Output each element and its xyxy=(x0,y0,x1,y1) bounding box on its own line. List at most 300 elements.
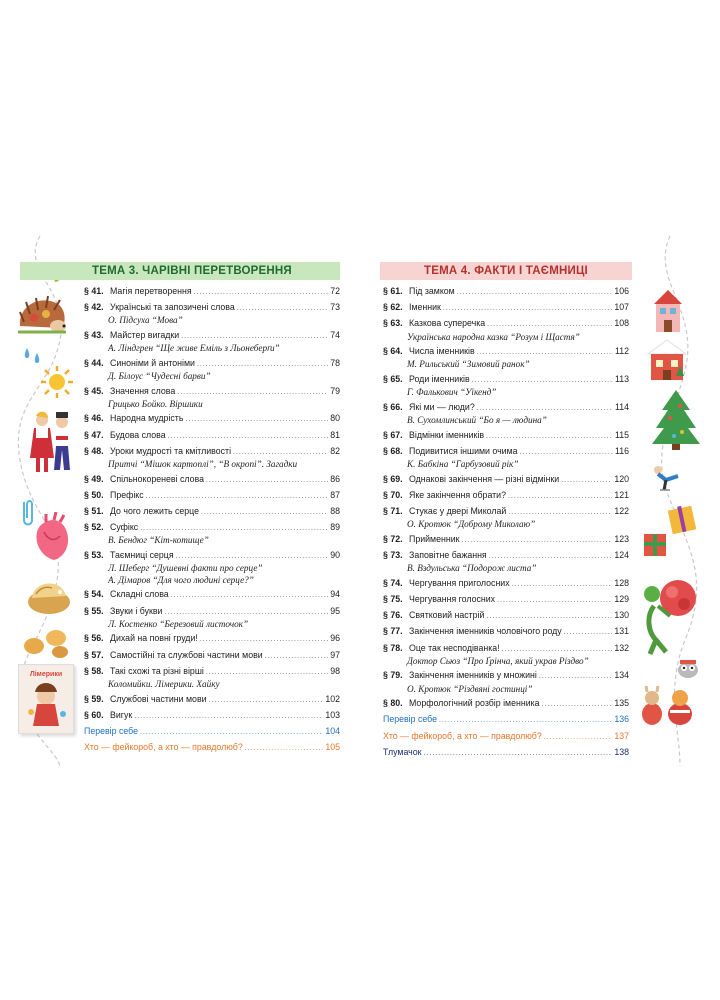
dot-leader xyxy=(508,505,612,519)
toc-entry xyxy=(383,301,629,315)
section-number: § 53. xyxy=(84,550,104,560)
toc-entry xyxy=(84,301,340,327)
toc-column-topic-3 xyxy=(84,262,340,757)
toc-entry-link[interactable] xyxy=(383,429,629,443)
owl-icon xyxy=(676,658,700,678)
toc-entry-link[interactable] xyxy=(84,549,340,563)
toc-entry xyxy=(84,665,340,691)
page-number: 121 xyxy=(614,489,629,500)
section-number: § 62. xyxy=(383,302,403,313)
toc-entry-link[interactable] xyxy=(84,329,340,343)
page-number: 129 xyxy=(614,594,629,604)
section-title: Дихай на повні груди! xyxy=(110,633,198,644)
toc-entry xyxy=(383,609,629,623)
toc-entry-link[interactable] xyxy=(84,693,340,707)
page-number: 98 xyxy=(330,665,340,676)
toc-entry-link[interactable] xyxy=(383,445,629,459)
section-number: § 78. xyxy=(383,642,403,653)
section-title: Складні слова xyxy=(110,589,169,600)
section-number: § 63. xyxy=(383,318,403,329)
dot-leader xyxy=(233,445,328,459)
dot-leader xyxy=(564,625,613,639)
dot-leader xyxy=(265,649,329,663)
dot-leader xyxy=(140,521,328,535)
toc-entry-link[interactable] xyxy=(383,669,629,683)
toc-entry-link[interactable] xyxy=(383,642,629,656)
dot-leader xyxy=(512,577,613,591)
toc-entry xyxy=(383,577,629,591)
section-title: Закінчення іменників чоловічого роду xyxy=(409,626,562,637)
toc-extra-link[interactable] xyxy=(383,713,629,727)
section-number: § 74. xyxy=(383,577,403,588)
page-number: 130 xyxy=(614,610,629,621)
section-title: Які ми — люди? xyxy=(409,401,475,412)
toc-entry-link[interactable] xyxy=(84,445,340,459)
toc-entry xyxy=(84,632,340,646)
page-number: 104 xyxy=(325,726,340,736)
section-number: § 43. xyxy=(84,330,104,340)
red-house-icon xyxy=(646,336,688,382)
reading-subtitle: Грицько Бойко. Віршики xyxy=(108,398,203,409)
toc-entry xyxy=(84,605,340,631)
section-number: § 56. xyxy=(84,633,104,644)
toc-extra-entry xyxy=(383,746,629,760)
section-title: Майстер вигадки xyxy=(110,330,180,340)
toc-entry-link[interactable] xyxy=(383,345,629,359)
section-title: Однакові закінчення — різні відмінки xyxy=(409,473,560,484)
toc-entry-link[interactable] xyxy=(383,533,629,547)
page-number: 116 xyxy=(614,445,629,456)
toc-entry xyxy=(383,373,629,399)
section-title: Стукає у двері Миколай xyxy=(409,506,507,516)
animals-in-sweaters-icon xyxy=(636,686,702,726)
toc-entry xyxy=(84,285,340,299)
toc-entry-link[interactable] xyxy=(84,505,340,519)
reading-subtitle: Притчі “Мішок картоплі”, “В окропі”. Загадки xyxy=(108,459,298,469)
christmas-tree-icon xyxy=(650,388,702,450)
dot-leader xyxy=(457,285,613,299)
reading-subtitle: Д. Білоус “Чудесні барви” xyxy=(108,371,211,381)
toc-entry xyxy=(383,533,629,547)
toc-entry-link[interactable] xyxy=(383,285,629,299)
reading-subtitle: В. Сухомлинський “Бо я — людина” xyxy=(407,415,547,425)
section-title: Роди іменників xyxy=(409,374,470,384)
section-title: Службові частини мови xyxy=(110,693,207,704)
toc-entry xyxy=(383,285,629,299)
toc-entry-link[interactable] xyxy=(84,632,340,646)
toc-entry xyxy=(383,642,629,668)
section-title: Чергування голосних xyxy=(409,594,496,604)
toc-entry xyxy=(383,489,629,503)
dot-leader xyxy=(486,609,612,623)
dot-leader xyxy=(197,357,328,371)
toc-entry xyxy=(383,445,629,471)
toc-entry-link[interactable] xyxy=(84,665,340,679)
section-title: Казкова суперечка xyxy=(409,318,486,329)
page-number: 102 xyxy=(325,693,340,704)
toc-entry-link[interactable] xyxy=(383,593,629,607)
dot-leader xyxy=(502,642,613,656)
dot-leader xyxy=(201,505,328,519)
toc-entry-link[interactable] xyxy=(383,549,629,563)
toc-entry-link[interactable] xyxy=(383,373,629,387)
ukrainian-dancers-icon xyxy=(26,410,78,476)
toc-entry-link[interactable] xyxy=(84,489,340,503)
extra-title: Перевір себе xyxy=(383,714,437,725)
page-number: 90 xyxy=(330,550,340,560)
limericks-book-cover xyxy=(18,664,74,734)
section-title: Святковий настрій xyxy=(409,610,485,621)
page-number: 96 xyxy=(330,633,340,644)
toc-extra-link[interactable] xyxy=(84,741,340,755)
toc-entry-link[interactable] xyxy=(84,605,340,619)
topic-3-entries xyxy=(84,285,340,723)
page-number: 120 xyxy=(614,473,629,484)
toc-extra-link[interactable] xyxy=(84,725,340,739)
gift-boxes-icon xyxy=(640,504,700,562)
dot-leader xyxy=(140,725,323,739)
section-number: § 69. xyxy=(383,473,403,484)
page-number: 112 xyxy=(614,346,629,357)
reading-subtitle: Л. Костенко “Березовий листочок” xyxy=(108,618,249,629)
toc-entry-link[interactable] xyxy=(84,709,340,723)
dot-leader xyxy=(171,588,328,602)
pink-house-icon xyxy=(652,288,684,332)
section-number: § 77. xyxy=(383,626,403,637)
section-number: § 57. xyxy=(84,649,104,660)
section-number: § 41. xyxy=(84,286,104,296)
dot-leader xyxy=(206,665,328,679)
toc-entry xyxy=(383,473,629,487)
toc-extra-link[interactable] xyxy=(383,746,629,760)
page-number: 123 xyxy=(614,533,629,544)
section-number: § 72. xyxy=(383,533,403,544)
toc-entry xyxy=(84,521,340,547)
page-number: 88 xyxy=(330,506,340,516)
section-title: Магія перетворення xyxy=(110,286,192,296)
page-number: 137 xyxy=(614,730,629,741)
section-title: Суфікс xyxy=(110,522,139,533)
toc-entry-link[interactable] xyxy=(383,577,629,591)
book-cover-title: Лімерики xyxy=(29,671,63,678)
toc-extra-entry xyxy=(84,725,340,739)
page-number: 81 xyxy=(330,429,340,440)
eggs-icon xyxy=(20,620,72,660)
page-number: 131 xyxy=(614,626,629,637)
section-number: § 71. xyxy=(383,506,403,516)
section-number: § 59. xyxy=(84,693,104,704)
topic-3-banner: ТЕМА 3. ЧАРІВНІ ПЕРЕТВОРЕННЯ xyxy=(20,262,340,280)
dot-leader xyxy=(181,329,328,343)
page-number: 97 xyxy=(330,649,340,660)
section-number: § 66. xyxy=(383,401,403,412)
page-number: 87 xyxy=(330,489,340,500)
toc-entry xyxy=(84,549,340,586)
dot-leader xyxy=(461,533,612,547)
toc-entry xyxy=(383,317,629,343)
dot-leader xyxy=(245,741,324,755)
toc-extra-link[interactable] xyxy=(383,730,629,744)
reading-subtitle: О. Кротюк “Доброму Миколаю” xyxy=(407,519,536,530)
topic-4-extras xyxy=(383,713,629,760)
toc-entry-link[interactable] xyxy=(383,301,629,315)
dot-leader xyxy=(439,713,612,727)
toc-entry xyxy=(84,412,340,426)
page-number: 72 xyxy=(330,286,340,296)
page-number: 108 xyxy=(614,318,629,329)
sun-icon xyxy=(40,365,74,399)
toc-entry-link[interactable] xyxy=(84,385,340,399)
section-title: Уроки мудрості та кмітливості xyxy=(110,445,232,456)
section-title: Відмінки іменників xyxy=(409,429,485,440)
reading-subtitle: О. Кротюк “Різдвяні гостинці” xyxy=(407,683,533,694)
dot-leader xyxy=(542,697,613,711)
dot-leader xyxy=(520,445,613,459)
dot-leader xyxy=(237,301,328,315)
dot-leader xyxy=(177,385,328,399)
toc-entry-link[interactable] xyxy=(84,649,340,663)
section-title: Оце так несподіванка! xyxy=(409,642,500,653)
page-number: 114 xyxy=(614,401,629,412)
section-title: Самостійні та службові частини мови xyxy=(110,649,263,660)
toc-entry xyxy=(383,593,629,607)
dot-leader xyxy=(508,489,612,503)
section-title: Чергування приголосних xyxy=(409,577,510,588)
reading-subtitle: Коломийки. Лімерики. Хайку xyxy=(108,679,220,689)
section-number: § 49. xyxy=(84,473,104,484)
reading-subtitle: А. Дімаров “Для чого людині серце?” xyxy=(108,574,254,585)
page-number: 80 xyxy=(330,413,340,424)
reading-subtitle: К. Бабкіна “Гарбузовий рік” xyxy=(407,459,519,469)
section-number: § 52. xyxy=(84,522,104,533)
dot-leader xyxy=(200,632,328,646)
toc-entry xyxy=(84,505,340,519)
section-title: До чого лежить серце xyxy=(110,506,200,516)
page-number: 74 xyxy=(330,330,340,340)
extra-title: Хто — фейкороб, а хто — правдолюб? xyxy=(84,742,243,753)
toc-column-topic-4 xyxy=(383,262,629,762)
section-title: Прийменник xyxy=(409,533,460,544)
dot-leader xyxy=(443,301,612,315)
section-number: § 54. xyxy=(84,589,104,600)
page-number: 132 xyxy=(614,642,629,653)
section-title: Спільнокореневі слова xyxy=(110,473,204,484)
toc-entry xyxy=(84,473,340,487)
page-number: 106 xyxy=(614,286,629,296)
section-number: § 73. xyxy=(383,550,403,560)
section-number: § 75. xyxy=(383,594,403,604)
toc-entry-link[interactable] xyxy=(383,473,629,487)
grinch-wreath-icon xyxy=(636,576,700,656)
toc-entry-link[interactable] xyxy=(383,505,629,519)
section-title: Морфологічний розбір іменника xyxy=(409,698,540,709)
page-number: 113 xyxy=(614,374,629,384)
dot-leader xyxy=(477,345,613,359)
page-number: 107 xyxy=(614,302,629,313)
dot-leader xyxy=(489,549,613,563)
dot-leader xyxy=(561,473,612,487)
section-title: Яке закінчення обрати? xyxy=(409,489,506,500)
section-number: § 45. xyxy=(84,385,104,396)
dot-leader xyxy=(539,669,612,683)
page-number: 122 xyxy=(614,506,629,516)
dot-leader xyxy=(544,730,613,744)
section-number: § 64. xyxy=(383,346,403,357)
toc-entry xyxy=(383,625,629,639)
page-number: 82 xyxy=(330,445,340,456)
page-number: 128 xyxy=(614,577,629,588)
toc-entry xyxy=(84,709,340,723)
dot-leader xyxy=(146,489,329,503)
page-number: 78 xyxy=(330,357,340,368)
page-number: 136 xyxy=(614,714,629,725)
toc-entry xyxy=(383,401,629,427)
page-number: 73 xyxy=(330,302,340,313)
extra-title: Тлумачок xyxy=(383,746,422,757)
toc-extra-entry xyxy=(84,741,340,755)
reading-subtitle: В. Бендюг “Кіт-котище” xyxy=(108,535,209,546)
section-title: Закінчення іменників у множині xyxy=(409,670,537,681)
heart-organ-icon xyxy=(32,512,72,562)
section-title: Таємниці серця xyxy=(110,550,174,560)
toc-entry xyxy=(84,329,340,355)
reading-subtitle: М. Рильський “Зимовий ранок” xyxy=(407,359,530,370)
section-number: § 47. xyxy=(84,429,104,440)
section-number: § 44. xyxy=(84,357,104,368)
dot-leader xyxy=(487,317,612,331)
dot-leader xyxy=(176,549,329,563)
toc-entry-link[interactable] xyxy=(84,521,340,535)
page-number: 105 xyxy=(325,742,340,753)
toc-entry-link[interactable] xyxy=(84,301,340,315)
reading-subtitle: О. Підсуха “Мова” xyxy=(108,315,183,326)
dot-leader xyxy=(423,746,612,760)
book-cover-illustration-icon xyxy=(19,678,73,730)
toc-entry xyxy=(383,429,629,443)
section-title: Заповітне бажання xyxy=(409,550,487,560)
toc-entry-link[interactable] xyxy=(84,473,340,487)
section-title: Префікс xyxy=(110,489,144,500)
page-number: 115 xyxy=(614,429,629,440)
section-number: § 55. xyxy=(84,605,104,616)
toc-entry xyxy=(84,357,340,383)
toc-entry xyxy=(84,588,340,602)
toc-entry-link[interactable] xyxy=(383,401,629,415)
section-number: § 76. xyxy=(383,610,403,621)
toc-entry-link[interactable] xyxy=(383,625,629,639)
toc-entry xyxy=(383,549,629,575)
section-number: § 65. xyxy=(383,374,403,384)
section-number: § 42. xyxy=(84,302,104,313)
section-title: Іменник xyxy=(409,302,441,313)
section-number: § 67. xyxy=(383,429,403,440)
toc-entry-link[interactable] xyxy=(383,697,629,711)
page-number: 103 xyxy=(325,709,340,720)
reading-subtitle: Українська народна казка “Розум і Щастя” xyxy=(407,331,580,342)
hedgehog-icon xyxy=(14,292,70,338)
section-number: § 80. xyxy=(383,698,403,709)
section-number: § 70. xyxy=(383,489,403,500)
page-number: 135 xyxy=(614,698,629,709)
toc-entry xyxy=(84,649,340,663)
raindrops-icon xyxy=(22,346,44,366)
extra-title: Перевір себе xyxy=(84,726,138,736)
section-number: § 48. xyxy=(84,445,104,456)
toc-entry-link[interactable] xyxy=(84,588,340,602)
toc-entry xyxy=(383,697,629,711)
dot-leader xyxy=(194,285,329,299)
toc-entry xyxy=(84,429,340,443)
section-number: § 58. xyxy=(84,665,104,676)
page-number: 94 xyxy=(330,589,340,600)
section-number: § 61. xyxy=(383,286,403,296)
toc-entry-link[interactable] xyxy=(383,317,629,331)
section-number: § 50. xyxy=(84,489,104,500)
toc-entry-link[interactable] xyxy=(383,609,629,623)
dot-leader xyxy=(168,429,329,443)
section-title: Подивитися іншими очима xyxy=(409,445,518,456)
section-title: Числа іменників xyxy=(409,346,475,357)
section-title: Звуки і букви xyxy=(110,605,163,616)
section-number: § 60. xyxy=(84,709,104,720)
topic-4-banner: ТЕМА 4. ФАКТИ І ТАЄМНИЦІ xyxy=(380,262,632,280)
dot-leader xyxy=(209,693,324,707)
section-title: Під замком xyxy=(409,286,455,296)
toc-entry xyxy=(84,489,340,503)
dot-leader xyxy=(206,473,328,487)
section-number: § 79. xyxy=(383,670,403,681)
toc-entry xyxy=(383,669,629,695)
page-number: 95 xyxy=(330,605,340,616)
toc-entry xyxy=(383,345,629,371)
dot-leader xyxy=(134,709,323,723)
section-title: Будова слова xyxy=(110,429,166,440)
toc-entry-link[interactable] xyxy=(84,412,340,426)
section-title: Такі схожі та різні вірші xyxy=(110,665,204,676)
dot-leader xyxy=(472,373,613,387)
skater-icon xyxy=(648,464,684,492)
section-number: § 68. xyxy=(383,445,403,456)
section-title: Українські та запозичені слова xyxy=(110,302,235,313)
toc-entry-link[interactable] xyxy=(84,357,340,371)
section-title: Значення слова xyxy=(110,385,176,396)
dot-leader xyxy=(185,412,328,426)
dumpling-bowl-icon xyxy=(26,572,72,618)
toc-entry xyxy=(383,505,629,531)
toc-entry-link[interactable] xyxy=(84,285,340,299)
dot-leader xyxy=(486,429,613,443)
page-number: 124 xyxy=(614,550,629,560)
reading-subtitle: Л. Шеберг “Душевні факти про серце” xyxy=(108,563,263,574)
toc-entry xyxy=(84,445,340,471)
toc-entry xyxy=(84,385,340,411)
reading-subtitle: А. Ліндгрен “Ще живе Еміль з Льонеберґи” xyxy=(108,343,280,354)
page-number: 89 xyxy=(330,522,340,533)
dot-leader xyxy=(497,593,612,607)
dot-leader xyxy=(164,605,328,619)
topic-4-entries xyxy=(383,285,629,711)
page-number: 138 xyxy=(614,746,629,757)
section-title: Народна мудрість xyxy=(110,413,184,424)
reading-subtitle: Доктор Сьюз “Про Ґрінча, який украв Різдво” xyxy=(407,655,589,666)
toc-entry-link[interactable] xyxy=(383,489,629,503)
extra-title: Хто — фейкороб, а хто — правдолюб? xyxy=(383,730,542,741)
page-number: 86 xyxy=(330,473,340,484)
dot-leader xyxy=(477,401,613,415)
section-number: § 46. xyxy=(84,413,104,424)
toc-entry-link[interactable] xyxy=(84,429,340,443)
toc-extra-entry xyxy=(383,713,629,727)
